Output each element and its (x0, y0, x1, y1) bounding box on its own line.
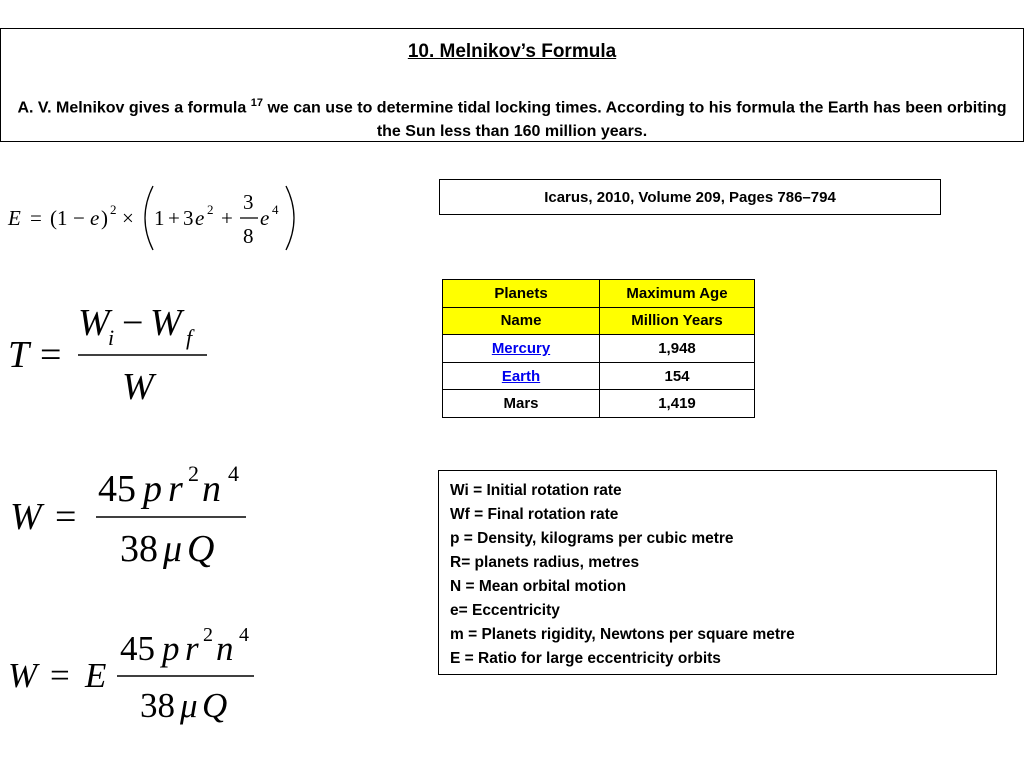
left-paren (145, 186, 153, 250)
formula-symbol: 2 (110, 202, 117, 217)
formula-symbol: × (122, 206, 134, 230)
formula-symbol: 3 (243, 190, 254, 214)
reference-superscript: 17 (250, 97, 263, 109)
formula-symbol: ) (101, 206, 108, 230)
legend-item: R= planets radius, metres (450, 554, 640, 571)
formula-symbol: E (85, 656, 107, 695)
legend-item: N = Mean orbital motion (450, 578, 627, 595)
mercury-link[interactable]: Mercury (491, 339, 551, 357)
formula-symbol: T (8, 334, 30, 376)
formula-symbol: 38 (140, 686, 175, 725)
table-cell-age: 1,948 (600, 335, 755, 363)
formula-symbol: Q (202, 686, 228, 725)
formula-symbol: e (90, 206, 100, 230)
time-formula (0, 295, 220, 410)
formula-symbol: r (168, 468, 183, 510)
rate-formula (0, 455, 260, 575)
table-row (443, 335, 755, 363)
formula-symbol: e (195, 206, 205, 230)
table-cell-planet (443, 362, 600, 390)
formula-symbol: μ (180, 686, 198, 725)
formula-symbol: 1 (154, 206, 165, 230)
formula-symbol: μ (163, 528, 183, 570)
formula-symbol: n (216, 629, 234, 668)
legend-item: Wf = Final rotation rate (450, 506, 619, 523)
formula-symbol: (1 (50, 206, 68, 230)
legend-item: m = Planets rigidity, Newtons per square metre (450, 626, 795, 643)
page-title: 10. Melnikov’s Formula (407, 41, 617, 62)
formula-symbol: i (108, 325, 115, 350)
formula-symbol: 2 (203, 624, 213, 646)
formula-symbol: = (50, 656, 70, 695)
formula-symbol: 2 (207, 202, 214, 217)
formula-symbol: − (73, 206, 85, 230)
table-header-cell: Name (443, 307, 600, 335)
intro-text-part2: we can use to determine tidal locking times. According to his formula the Earth has been orbiting the Sun less than 160 million years. (267, 99, 1007, 141)
formula-symbol: E (8, 206, 21, 230)
formula-symbol: 4 (272, 202, 279, 217)
table-header-row (443, 280, 755, 308)
formula-symbol: 4 (239, 624, 249, 646)
table-cell-age: 1,419 (600, 390, 755, 418)
formula-symbol: p (162, 629, 180, 668)
table-cell-planet: Mars (443, 390, 600, 418)
formula-symbol: 2 (188, 461, 199, 486)
earth-link[interactable]: Earth (501, 367, 541, 385)
rate-e-formula (0, 620, 265, 735)
formula-symbol: p (143, 468, 162, 510)
formula-symbol: r (185, 629, 199, 668)
formula-symbol: W (150, 302, 182, 344)
formula-symbol: e (260, 206, 270, 230)
formula-symbol: 45 (98, 468, 136, 510)
intro-text (5, 91, 1019, 144)
eccentricity-formula (0, 178, 310, 258)
formula-symbol: = (40, 334, 62, 376)
table-header-row (443, 307, 755, 335)
table-header-cell: Million Years (600, 307, 755, 335)
formula-symbol: 38 (120, 528, 158, 570)
formula-symbol: W (8, 656, 38, 695)
variable-legend (438, 470, 997, 675)
formula-symbol: Q (187, 528, 215, 570)
formula-symbol: 4 (228, 461, 239, 486)
legend-item: p = Density, kilograms per cubic metre (450, 530, 734, 547)
legend-item: E = Ratio for large eccentricity orbits (450, 650, 721, 667)
formula-symbol: W (78, 302, 110, 344)
table-header-cell: Planets (443, 280, 600, 308)
max-age-table (442, 279, 755, 418)
formula-symbol: = (55, 496, 77, 538)
table-header-cell: Maximum Age (600, 280, 755, 308)
formula-symbol: + (221, 206, 233, 230)
header-box (0, 28, 1024, 142)
intro-text-part1: A. V. Melnikov gives a formula (17, 99, 247, 117)
legend-item: Wi = Initial rotation rate (450, 482, 622, 499)
table-cell-planet (443, 335, 600, 363)
formula-symbol: = (30, 206, 42, 230)
formula-symbol: f (186, 325, 193, 350)
formula-symbol: W (10, 496, 42, 538)
formula-symbol: W (122, 366, 154, 408)
formula-symbol: n (202, 468, 221, 510)
formula-symbol: + (168, 206, 180, 230)
table-row (443, 362, 755, 390)
formula-symbol: 3 (183, 206, 194, 230)
formula-symbol: 8 (243, 224, 254, 248)
formula-symbol: 45 (120, 629, 155, 668)
table-cell-age: 154 (600, 362, 755, 390)
formula-symbol: − (122, 302, 144, 344)
table-row (443, 390, 755, 418)
right-paren (286, 186, 294, 250)
citation-box: Icarus, 2010, Volume 209, Pages 786–794 (439, 179, 941, 215)
legend-item: e= Eccentricity (450, 602, 560, 619)
